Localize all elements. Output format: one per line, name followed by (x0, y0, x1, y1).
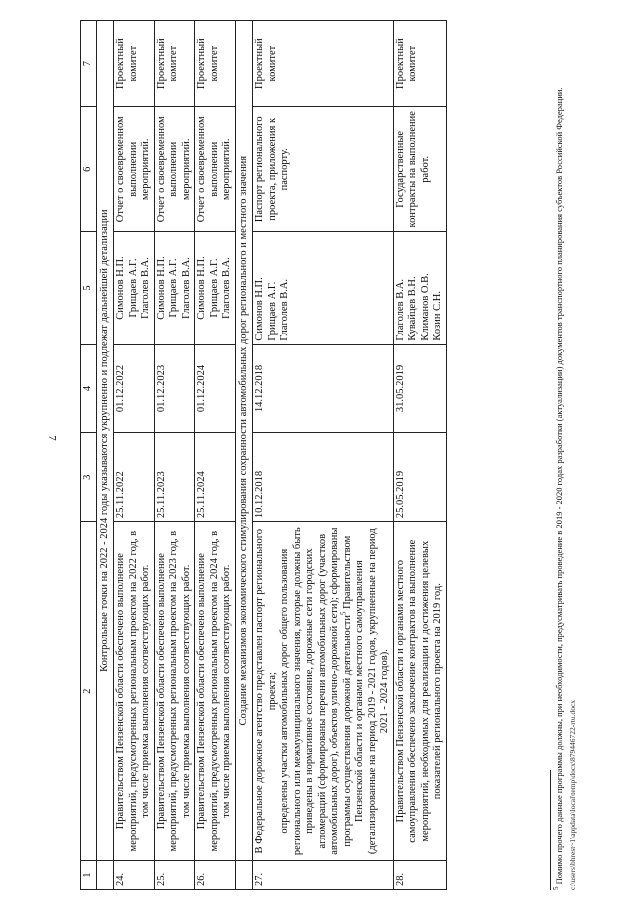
footnote-mark: 5 (339, 611, 347, 616)
description-part: определены участки автомобильных дорог общего пользования регионального или межмуниципального значения, которые должны быть приведены в нормативное состояние, дорожные сети городских агломераций (сформированы перечни автомобильных дорог (участков автомобильных дорог), объектов улично-дорожной сети); сформированы программы осуществления дорожной деятельности (279, 527, 353, 856)
column-header: 5 (81, 232, 97, 344)
rotated-page-content (80, 20, 577, 890)
schedule-table (80, 20, 447, 890)
result-document: Отчет о своевременном выполнении мероприятий. (114, 107, 155, 232)
column-header: 1 (81, 861, 97, 890)
result-document: Отчет о своевременном выполнении мероприятий. (195, 107, 236, 232)
table-row (253, 21, 394, 890)
start-date: 25.11.2024 (195, 433, 236, 522)
responsible-person: Грищаев А.Г. (168, 258, 179, 318)
control-level: Проектный комитет (154, 21, 195, 107)
start-date: 25.11.2023 (154, 433, 195, 522)
row-description: Правительством Пензенской области обеспечено выполнение мероприятий, предусмотренных региональным проектом на 2022 год, в том числе приемка выполнения соответствующих работ. (114, 522, 155, 861)
responsible-persons (114, 232, 155, 344)
responsible-persons (253, 232, 394, 344)
result-document: Государственные контракты на выполнение работ. (393, 107, 446, 232)
responsible-person: Козин С.Н. (432, 291, 443, 341)
section-heading-row (96, 21, 114, 890)
responsible-persons (195, 232, 236, 344)
control-level: Проектный комитет (114, 21, 155, 107)
end-date: 01.12.2024 (195, 344, 236, 433)
row-number: 27. (253, 861, 394, 890)
responsible-person: Симонов Н.П. (155, 256, 167, 320)
column-header: 4 (81, 344, 97, 433)
column-header: 7 (81, 21, 97, 107)
responsible-person: Симонов Н.П. (196, 256, 207, 320)
footnote-mark: 5 (552, 886, 561, 890)
description-part: Правительством Пензенской области и органами местного самоуправления (детализированные на период 2019 - 2021 годов, укрупненные на период 2021 - 2024 годов). (341, 528, 390, 855)
row-number: 28. (393, 861, 446, 890)
column-header: 3 (81, 433, 97, 522)
column-header: 6 (81, 107, 97, 232)
responsible-person: Симонов Н.П. (254, 277, 265, 341)
start-date: 25.05.2019 (393, 433, 446, 522)
row-description: Правительством Пензенской области обеспечено выполнение мероприятий, предусмотренных региональным проектом на 2023 год, в том числе приемка выполнения соответствующих работ. (154, 522, 195, 861)
responsible-person: Грищаев А.Г. (208, 258, 220, 318)
end-date: 01.12.2022 (114, 344, 155, 433)
end-date: 01.12.2023 (154, 344, 195, 433)
result-document: Отчет о своевременном выполнении мероприятий. (154, 107, 195, 232)
file-path: c:\users\bhrest~1\appdata\local\temp\docx\879446722-rtu.docx (568, 699, 577, 890)
description-part: В Федеральное дорожное агентство представлен паспорт регионального проекта; (254, 528, 278, 854)
start-date: 10.12.2018 (253, 433, 394, 522)
footnote-divider (550, 770, 551, 890)
footnote (554, 20, 564, 890)
row-number: 26. (195, 861, 236, 890)
responsible-person: Кувайцев В.Н. (407, 276, 418, 341)
footnote-text: Помимо прочего данные программы должны, при необходимости, предусматривать проведение в 2019 - 2020 годах разработки (актуализации) документов транспортного планирования субъектов Российской Федерации. (554, 87, 564, 885)
section-title: Создание механизмов экономического стимулирования сохранности автомобильных дорог регионального и местного значения (235, 21, 253, 861)
row-number: 25. (154, 861, 195, 890)
responsible-person: Грищаев А.Г. (266, 281, 278, 341)
responsible-person: Симонов Н.П. (115, 256, 126, 320)
table-row (154, 21, 195, 890)
header-row (81, 21, 97, 890)
footnotes (550, 20, 577, 890)
table-row (195, 21, 236, 890)
column-header: 2 (81, 522, 97, 861)
responsible-person: Глаголев В.А. (279, 278, 290, 341)
table-row (114, 21, 155, 890)
control-level: Проектный комитет (195, 21, 236, 107)
row-description: Правительством Пензенской области и органами местного самоуправления обеспечено заключение контрактов на выполнение мероприятий, необходимых для реализации и достижения целевых показателей регионального проекта на 2019 год. (393, 522, 446, 861)
end-date: 31.05.2019 (393, 344, 446, 433)
responsible-persons (393, 232, 446, 344)
responsible-person: Глаголев В.А. (180, 257, 192, 319)
responsible-person: Глаголев В.А. (140, 257, 151, 319)
start-date: 25.11.2022 (114, 433, 155, 522)
responsible-person: Глаголев В.А. (221, 257, 232, 319)
responsible-person: Климанов О.В. (419, 273, 431, 341)
control-level: Проектный комитет (253, 21, 394, 107)
end-date: 14.12.2018 (253, 344, 394, 433)
row-description (253, 522, 394, 861)
responsible-person: Грищаев А.Г. (127, 258, 139, 318)
table-row (393, 21, 446, 890)
section-heading-row (235, 21, 253, 890)
responsible-persons (154, 232, 195, 344)
page-number: 7 (46, 435, 58, 441)
section-title: Контрольные точки на 2022 - 2024 годы указываются укрупненно и подлежат дальнейшей детализации (96, 21, 114, 861)
row-description: Правительством Пензенской области обеспечено выполнение мероприятий, предусмотренных региональным проектом на 2024 год, в том числе приемка выполнения соответствующих работ. (195, 522, 236, 861)
control-level: Проектный комитет (393, 21, 446, 107)
row-number: 24. (114, 861, 155, 890)
result-document: Паспорт регионального проекта, приложения к паспорту. (253, 107, 394, 232)
responsible-person: Глаголев В.А. (394, 278, 406, 341)
